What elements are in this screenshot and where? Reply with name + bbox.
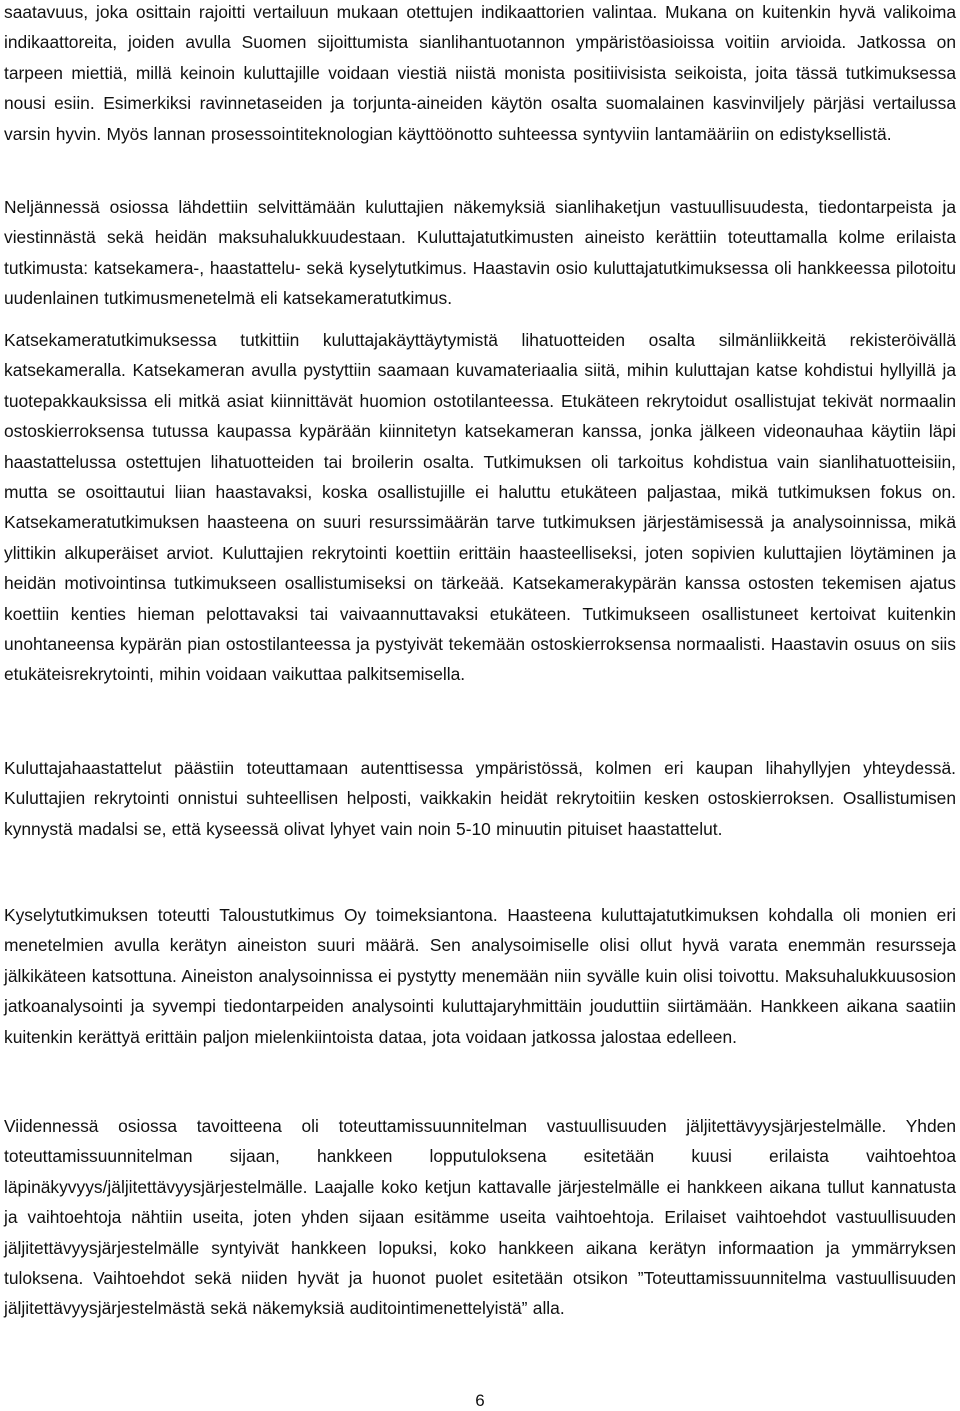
paragraph-environment-indicators: saatavuus, joka osittain rajoitti vertailuun mukaan otettujen indikaattorien valintaa. Mukana on kuitenkin hyvä valikoima indikaattoreita, joiden avulla Suomen sijoittumista sianlihantuotannon ympäristöasioissa voitiin arvioida. Jatkossa on tarpeen miettiä, millä keinoin kuluttajille voidaan viestiä niistä monista positiivisista seikoista, joita tässä tutkimuksessa nousi esiin. Esimerkiksi ravinnetaseiden ja torjunta-aineiden käytön osalta suomalainen kasvinviljely pärjäsi vertailussa varsin hyvin. Myös lannan prosessointiteknologian käyttöönotto suhteessa syntyviin lantamääriin on edistyksellistä. <box>4 2 956 144</box>
paragraph-consumer-study-intro: Neljännessä osiossa lähdettiin selvittämään kuluttajien näkemyksiä sianlihaketjun vastuullisuudesta, tiedontarpeista ja viestinnästä sekä heidän maksuhalukkuudestaan. Kuluttajatutkimusten aineisto kerättiin toteuttamalla kolme erilaista tutkimusta: katsekamera-, haastattelu- sekä kyselytutkimus. Haastavin osio kuluttajatutkimuksessa oli hankkeessa pilotoitu uudenlainen tutkimusmenetelmä eli katsekameratutkimus. <box>4 197 956 309</box>
paragraph-traceability-system: Viidennessä osiossa tavoitteena oli toteuttamissuunnitelman vastuullisuuden jäljitettävyysjärjestelmälle. Yhden toteuttamissuunnitelman sijaan, hankkeen lopputuloksena esitetään kuusi erilaista vaihtoehtoa läpinäkyvyys/jäljitettävyysjärjestelmälle. Laajalle koko ketjun kattavalle järjestelmälle ei hankkeen aikana tullut kannatusta ja vaihtoehtoja nähtiin useita, joten yhden sijaan esitämme useita vaihtoehtoja. Erilaiset vaihtoehdot vastuullisuuden jäljitettävyysjärjestelmälle syntyivät hankkeen lopuksi, koko hankkeen aikana kerätyn informaation ja ymmärryksen tuloksena. Vaihtoehdot sekä niiden hyvät ja huonot puolet esitetään otsikon ”Toteuttamissuunnitelma vastuullisuuden jäljitettävyysjärjestelmästä sekä näkemyksiä auditointimenettelyistä” alla. <box>4 1116 956 1319</box>
paragraph-survey-study: Kyselytutkimuksen toteutti Taloustutkimus Oy toimeksiantona. Haasteena kuluttajatutkimuksen kohdalla oli monien eri menetelmien avulla kerätyn aineiston suuri määrä. Sen analysoimiselle olisi ollut hyvä varata enemmän resursseja jälkikäteen katsottuna. Aineiston analysoinnissa ei pystytty menemään niin syvälle kuin olisi toivottu. Maksuhalukkuusosion jatkoanalysointi ja syvempi tiedontarpeiden analysointi kuluttajaryhmittäin jouduttiin siirtämään. Hankkeen aikana saatiin kuitenkin kerättyä erittäin paljon mielenkiintoista dataa, jota voidaan jatkossa jalostaa edelleen. <box>4 905 956 1047</box>
paragraph-consumer-interviews: Kuluttajahaastattelut päästiin toteuttamaan autenttisessa ympäristössä, kolmen eri kaupan lihahyllyjen yhteydessä. Kuluttajien rekrytointi onnistui suhteellisen helposti, vaikkakin heidät rekrytoitiin kesken ostoskierroksen. Osallistumisen kynnystä madalsi se, että kyseessä olivat lyhyet vain noin 5-10 minuutin pituiset haastattelut. <box>4 758 956 839</box>
paragraph-eye-tracking-study: Katsekameratutkimuksessa tutkittiin kuluttajakäyttäytymistä lihatuotteiden osalta silmänliikkeitä rekisteröivällä katsekameralla. Katsekameran avulla pystyttiin saamaan kuvamateriaalia siitä, mihin kuluttajan katse kohdistui hyllyillä ja tuotepakkauksissa eli mitkä asiat kiinnittävät huomion ostotilanteessa. Etukäteen rekrytoidut osallistujat tekivät normaalin ostoskierroksensa tutussa kaupassa kypärään kiinnitetyn katsekameran kanssa, jonka jälkeen videonauhaa käytiin läpi haastattelussa ostettujen lihatuotteiden tai broilerin osalta. Tutkimuksen oli tarkoitus kohdistua vain sianlihatuotteisiin, mutta se osoittautui liian haastavaksi, koska osallistujille ei haluttu etukäteen paljastaa, mikä tutkimuksen fokus on. Katsekameratutkimuksen haasteena on suuri resurssimäärän tarve tutkimuksen järjestämisessä ja analysoinnissa, mikä ylittikin alkuperäiset arviot. Kuluttajien rekrytointi koettiin erittäin haasteelliseksi, joten sopivien kuluttajien löytäminen ja heidän motivointinsa tutkimukseen osallistumiseksi on tärkeää. Katsekamerakypärän kanssa ostosten tekemisen ajatus koettiin kenties hieman pelottavaksi tai vaivaannuttavaksi etukäteen. Tutkimukseen osallistuneet kertoivat kuitenkin unohtaneensa kypärän pian ostostilanteessa ja pystyivät tekemään ostoskierroksensa normaalisti. Haastavin osuus on siis etukäteisrekrytointi, mihin voidaan vaikuttaa palkitsemisella. <box>4 330 956 685</box>
page-number: 6 <box>475 1391 485 1410</box>
